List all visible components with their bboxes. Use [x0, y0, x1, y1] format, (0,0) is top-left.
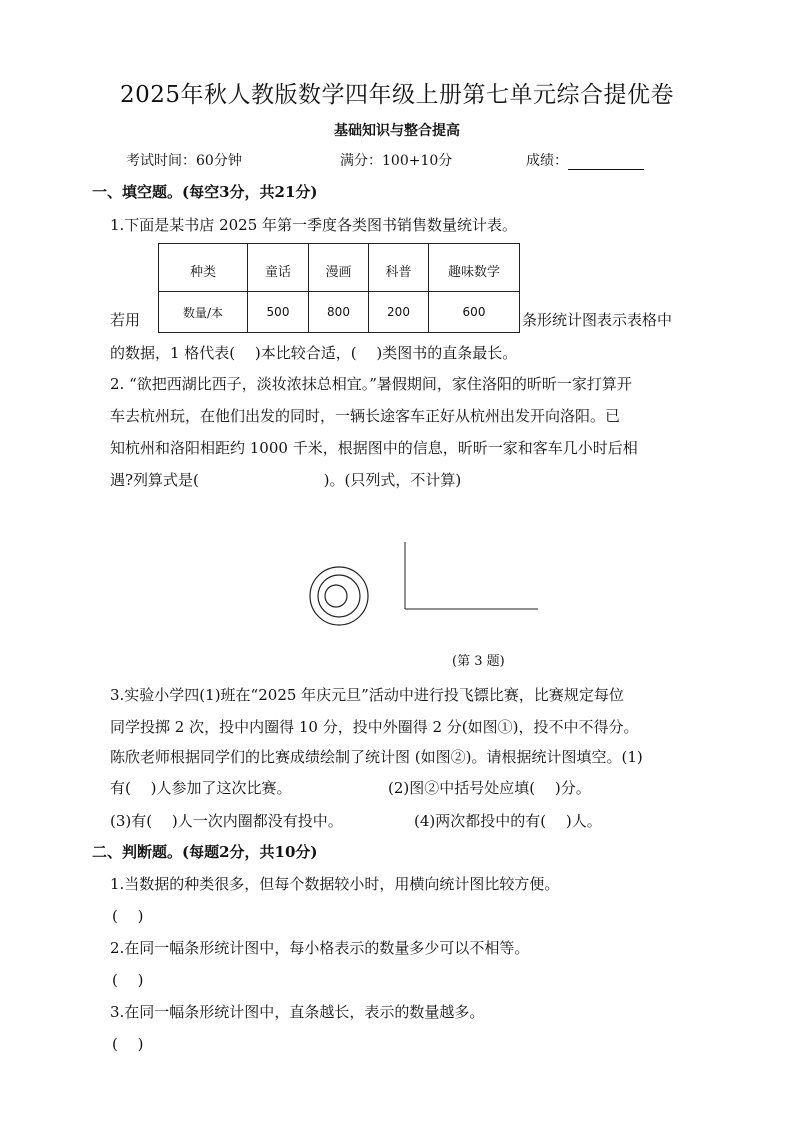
table-header: 漫画 [309, 244, 369, 292]
q1-prefix: 若用 [110, 311, 141, 329]
q3-caption: (第 3 题) [452, 654, 505, 669]
s2-q3-answer[interactable]: ( ) [112, 1035, 144, 1053]
full-score: 满分：100+10分 [340, 153, 453, 169]
section1-heading: 一、填空题。(每空3分，共21分) [92, 183, 318, 201]
section2-heading: 二、判断题。(每题2分，共10分) [92, 843, 318, 861]
q3-line1: 3.实验小学四(1)班在“2025 年庆元旦”活动中进行投飞镖比赛，比赛规定每位 [110, 686, 624, 704]
table-cell: 500 [248, 292, 309, 333]
table-header: 种类 [159, 244, 248, 292]
middle-ring [318, 575, 360, 617]
table-header: 趣味数学 [429, 244, 520, 292]
dartboard-figure [305, 565, 375, 655]
inner-ring [325, 585, 347, 607]
table-cell: 600 [429, 292, 520, 333]
table-header: 童话 [248, 244, 309, 292]
q2-line4: 遇?列算式是( )。(只列式，不计算) [110, 471, 462, 489]
speed-chart [115, 503, 255, 643]
grade-label: 成绩： [526, 153, 568, 169]
s2-q2: 2.在同一幅条形统计图中，每小格表示的数量多少可以不相等。 [110, 939, 530, 957]
q3-line5a: (3)有( )人一次内圈都没有投中。 [110, 812, 343, 830]
q2-line1: 2. “欲把西湖比西子，淡妆浓抹总相宜。”暑假期间，家住洛阳的昕昕一家打算开 [110, 375, 632, 393]
s2-q1-answer[interactable]: ( ) [112, 907, 144, 925]
q2-line2: 车去杭州玩，在他们出发的同时，一辆长途客车正好从杭州出发开向洛阳。已 [110, 407, 621, 425]
q1-line1: 1.下面是某书店 2025 年第一季度各类图书销售数量统计表。 [110, 216, 518, 234]
s2-q2-answer[interactable]: ( ) [112, 971, 144, 989]
q1-line3: 的数据，1 格代表( )本比较合适，( )类图书的直条最长。 [110, 344, 518, 362]
table-cell: 800 [309, 292, 369, 333]
q1-suffix: 条形统计图表示表格中 [522, 311, 673, 329]
q3-line4b: (2)图②中括号处应填( )分。 [388, 779, 591, 797]
q3-line3: 陈欣老师根据同学们的比赛成绩绘制了统计图 (如图②)。请根据统计图填空。(1) [110, 748, 643, 766]
score-chart [388, 520, 568, 645]
s2-q3: 3.在同一幅条形统计图中，直条越长，表示的数量越多。 [110, 1003, 485, 1021]
outer-ring [310, 567, 368, 625]
grade-field[interactable] [526, 150, 644, 170]
table-header: 科普 [369, 244, 429, 292]
page-subtitle: 基础知识与整合提高 [334, 123, 460, 139]
q3-line2: 同学投掷 2 次，投中内圈得 10 分，投中外圈得 2 分(如图①)，投不中不得分。 [110, 718, 639, 736]
table-cell: 200 [369, 292, 429, 333]
exam-time: 考试时间：60分钟 [126, 153, 242, 169]
q2-line3: 知杭州和洛阳相距约 1000 千米，根据图中的信息，昕昕一家和客车几小时后相 [110, 439, 638, 457]
q3-line4a: 有( )人参加了这次比赛。 [110, 779, 292, 797]
table-row-label: 数量/本 [159, 292, 248, 333]
s2-q1: 1.当数据的种类很多，但每个数据较小时，用横向统计图比较方便。 [110, 875, 560, 893]
grade-blank[interactable] [568, 155, 644, 170]
page-title: 2025年秋人教版数学四年级上册第七单元综合提优卷 [119, 82, 675, 108]
q3-line5b: (4)两次都投中的有( )人。 [414, 812, 602, 830]
book-sales-table [158, 243, 520, 333]
